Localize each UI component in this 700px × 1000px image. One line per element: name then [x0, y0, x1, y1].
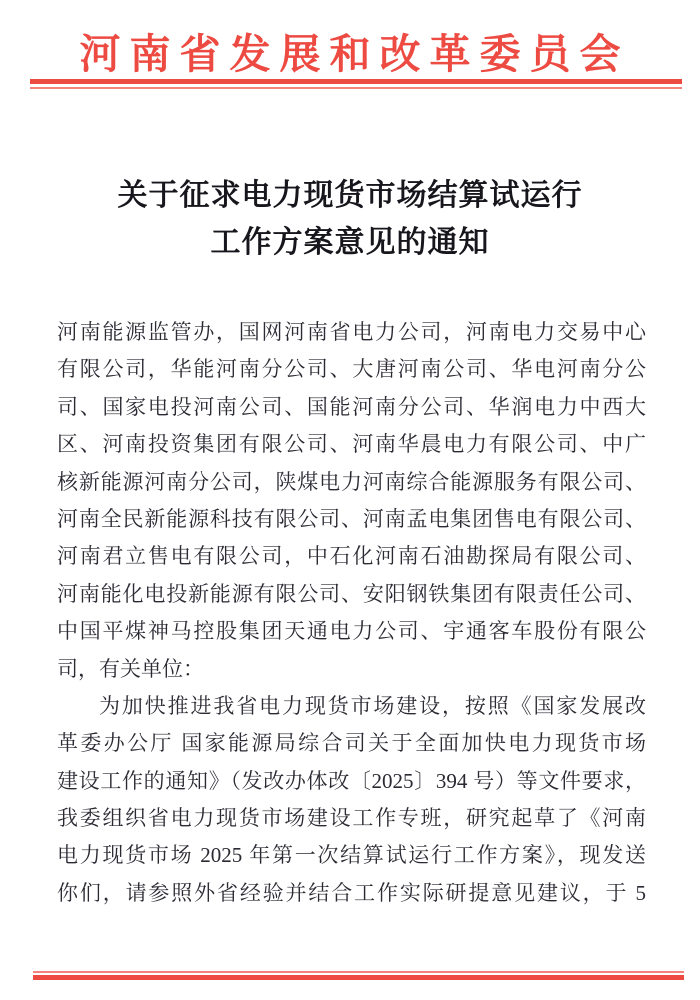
body-line: 革委办公厅 国家能源局综合司关于全面加快电力现货市场 [57, 731, 646, 756]
document-title-line2: 工作方案意见的通知 [210, 226, 490, 259]
body-line: 中国平煤神马控股集团天通电力公司、宇通客车股份有限公 [57, 619, 646, 644]
body-line: 我委组织省电力现货市场建设工作专班，研究起草了《河南 [57, 806, 646, 831]
letterhead-rule-thick [30, 79, 682, 84]
body-line: 司、国家电投河南公司、国能河南分公司、华润电力中西大 [57, 394, 646, 419]
footer-rule-thin [33, 971, 684, 973]
body-line: 河南能源监管办，国网河南省电力公司，河南电力交易中心 [57, 320, 646, 344]
letterhead-agency-name: 河南省发展和改革委员会 [79, 31, 630, 77]
letterhead-rule-thin [30, 87, 682, 89]
footer-rule-thick [33, 975, 684, 980]
body-line: 河南全民新能源科技有限公司、河南孟电集团售电有限公司、 [57, 506, 646, 531]
body-line: 司，有关单位： [57, 656, 204, 681]
body-line: 建设工作的通知》（发改办体改〔2025〕394 号）等文件要求， [57, 768, 646, 793]
body-line: 河南能化电投新能源有限公司、安阳钢铁集团有限责任公司、 [57, 581, 646, 606]
document-title [0, 172, 700, 266]
body-line: 核新能源河南分公司，陕煤电力河南综合能源服务有限公司、 [57, 469, 646, 494]
document-body [57, 314, 646, 912]
body-line: 区、河南投资集团有限公司、河南华晨电力有限公司、中广 [57, 432, 646, 457]
body-line: 电力现货市场 2025 年第一次结算试运行工作方案》，现发送 [57, 843, 646, 868]
body-line: 有限公司，华能河南分公司、大唐河南公司、华电河南分公 [57, 357, 646, 382]
body-line: 河南君立售电有限公司，中石化河南石油勘探局有限公司、 [57, 544, 646, 569]
body-line: 为加快推进我省电力现货市场建设，按照《国家发展改 [99, 693, 646, 718]
body-line: 你们，请参照外省经验并结合工作实际研提意见建议，于 5 [57, 880, 646, 905]
document-title-line1: 关于征求电力现货市场结算试运行 [117, 179, 583, 212]
